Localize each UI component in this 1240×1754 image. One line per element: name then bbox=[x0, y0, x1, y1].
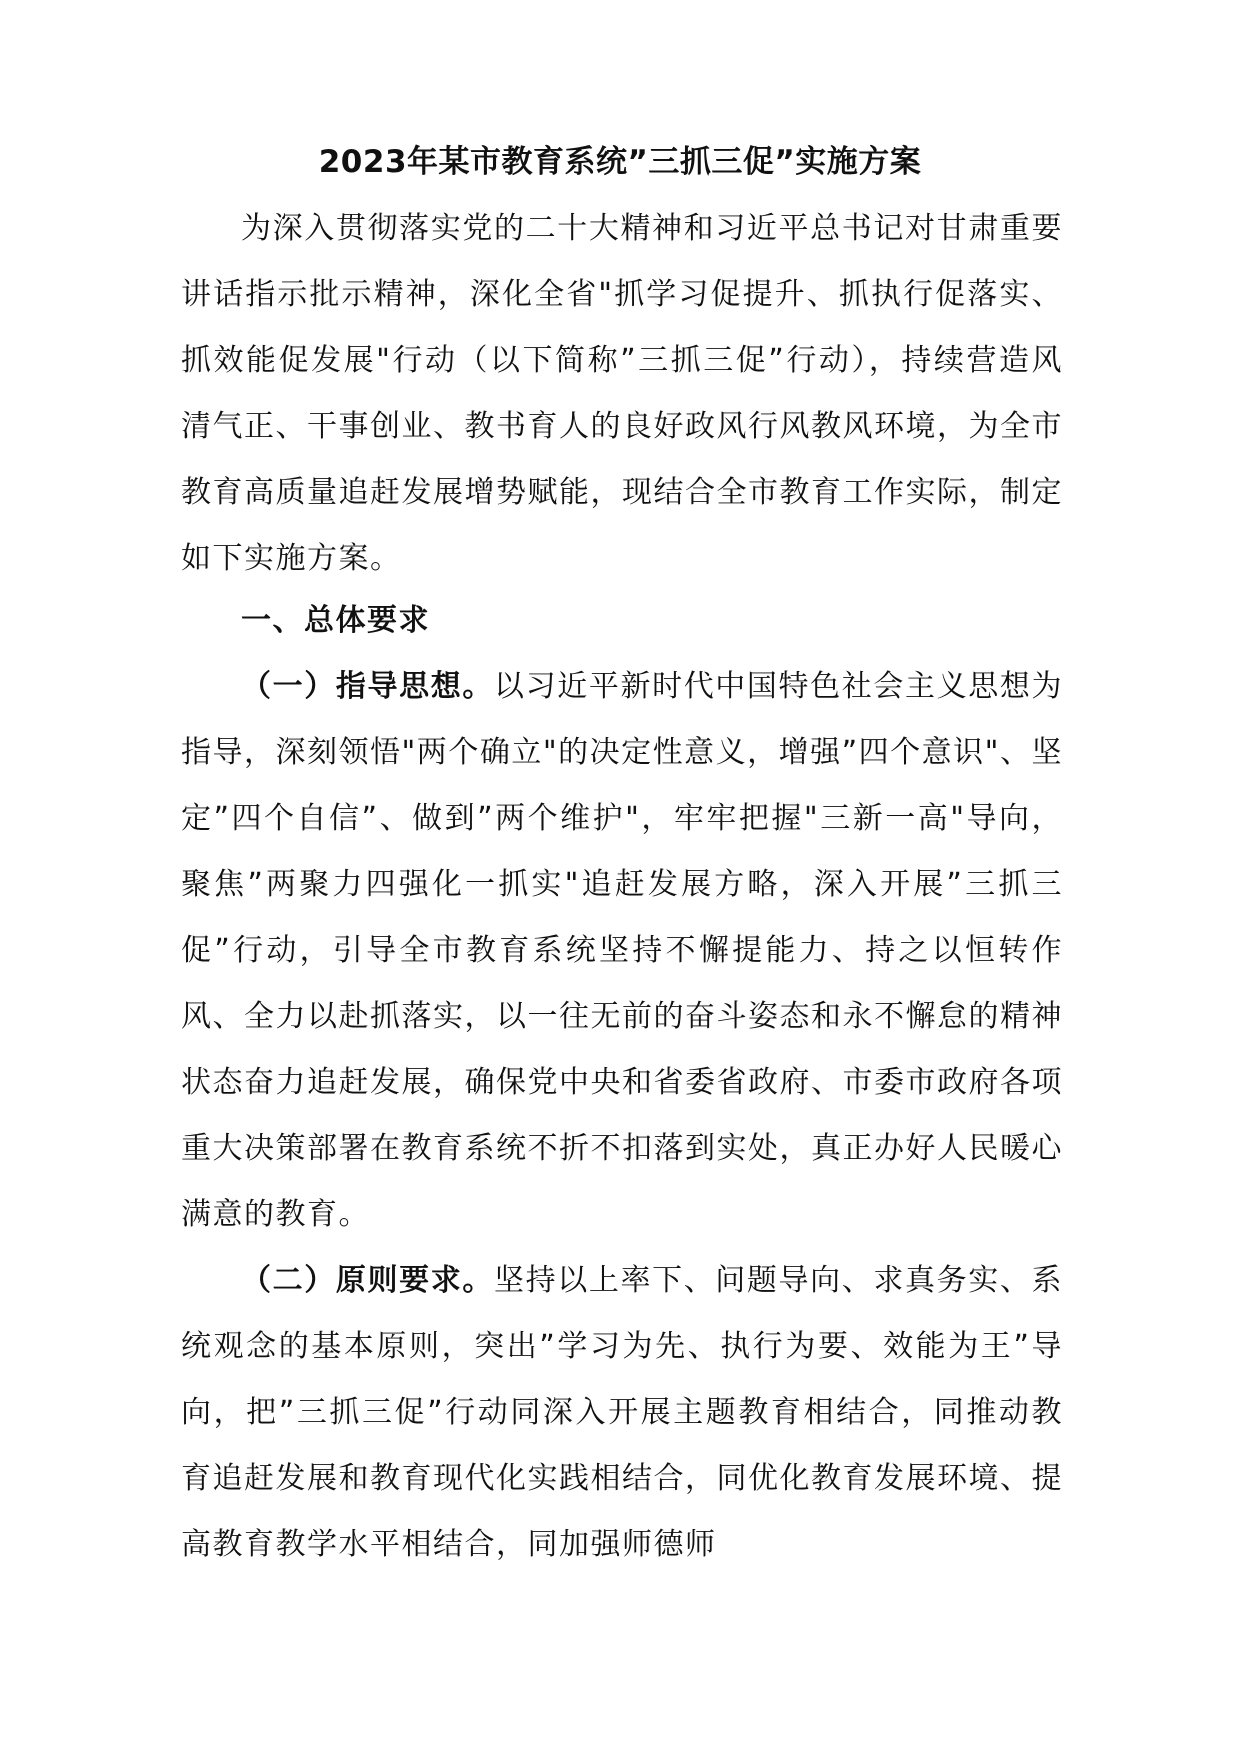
principle-requirements-text: 坚持以上率下、问题导向、求真务实、系统观念的基本原则，突出”学习为先、执行为要、效能为王”导向，把”三抓三促”行动同深入开展主题教育相结合，同推动教育追赶发展和教育现代化实践相结合，同优化教育发展环境、提高教育教学水平相结合，同加强师德师 bbox=[181, 1263, 1064, 1562]
guiding-ideology-text: 以习近平新时代中国特色社会主义思想为指导，深刻领悟"两个确立"的决定性意义，增强”四个意识"、坚定”四个自信”、做到”两个维护"，牢牢把握"三新一高"导向，聚焦”两聚力四强化一抓实"追赶发展方略，深入开展”三抓三促”行动，引导全市教育系统坚持不懈提能力、持之以恒转作风、全力以赴抓落实，以一往无前的奋斗姿态和永不懈怠的精神状态奋力追赶发展，确保党中央和省委省政府、市委市政府各项重大决策部署在教育系统不折不扣落到实处，真正办好人民暖心满意的教育。 bbox=[181, 669, 1064, 1232]
principle-requirements-section bbox=[181, 1248, 1063, 1578]
guiding-ideology-paragraph bbox=[181, 654, 1063, 1248]
principle-requirements-lead: （二）原则要求。 bbox=[241, 1263, 494, 1298]
document-title: 2023年某市教育系统”三抓三促”实施方案 bbox=[318, 144, 922, 180]
intro-paragraph: 为深入贯彻落实党的二十大精神和习近平总书记对甘肃重要讲话指示批示精神，深化全省"抓学习促提升、抓执行促落实、抓效能促发展"行动（以下简称”三抓三促”行动），持续营造风清气正、干事创业、教书育人的良好政风行风教风环境，为全市教育高质量追赶发展增势赋能，现结合全市教育工作实际，制定如下实施方案。 bbox=[181, 211, 1063, 576]
guiding-ideology-lead: （一）指导思想。 bbox=[241, 669, 494, 704]
intro-section bbox=[181, 196, 1063, 592]
guiding-ideology-section bbox=[181, 654, 1063, 1248]
principle-requirements-paragraph bbox=[181, 1248, 1063, 1578]
section-heading-general-requirements: 一、总体要求 bbox=[241, 603, 430, 638]
